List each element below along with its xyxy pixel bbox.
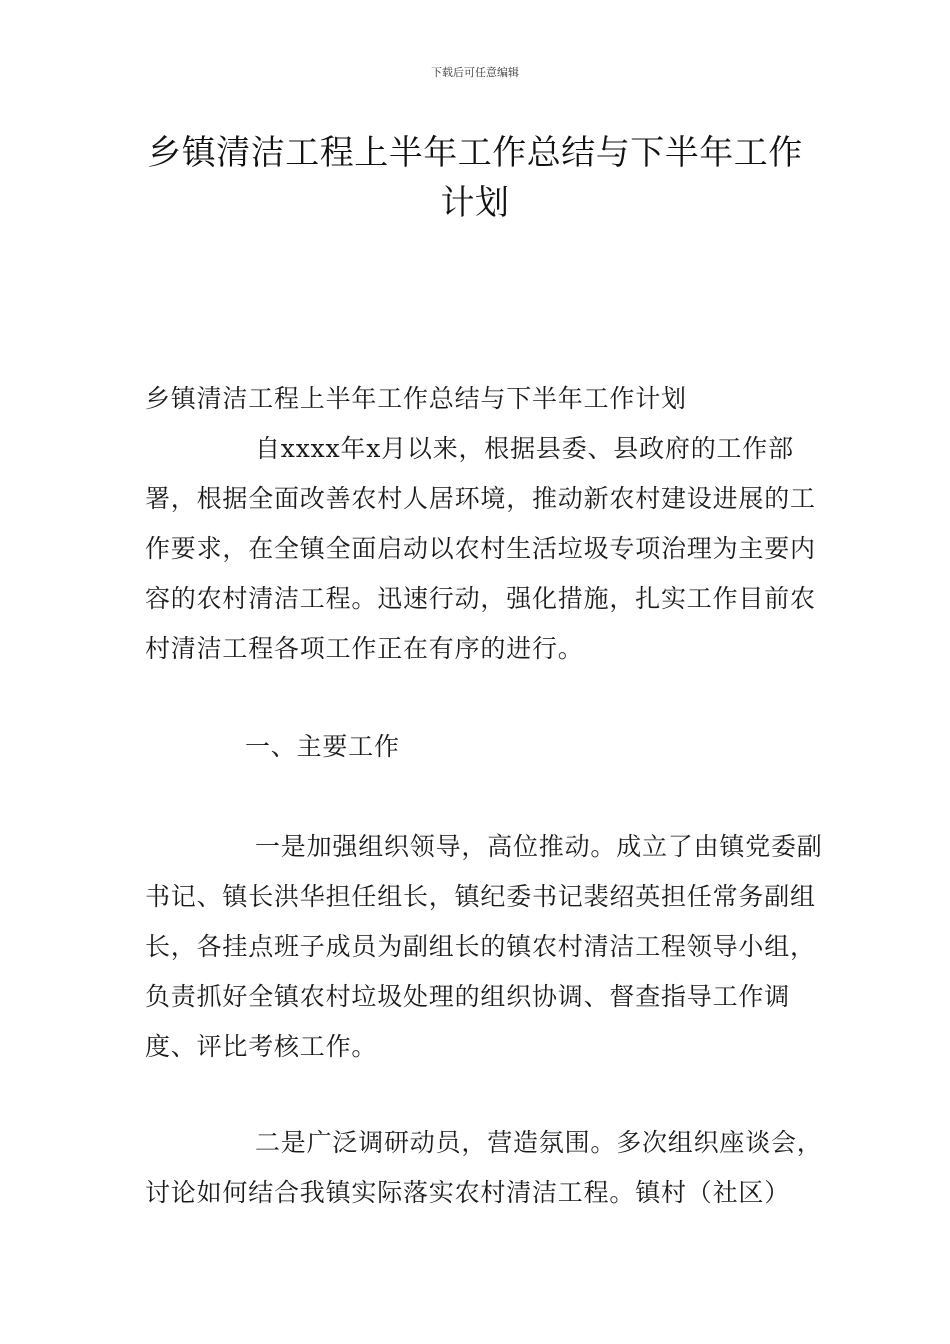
section-heading: 一、主要工作 <box>245 732 400 761</box>
intro-paragraph: 自xxxx年x月以来，根据县委、县政府的工作部署，根据全面改善农村人居环境，推动新农村建设进展的工作要求，在全镇全面启动以农村生活垃圾专项治理为主要内容的农村清洁工程。迅速行动，强化措施，扎实工作目前农村清洁工程各项工作正在有序的进行。 <box>145 434 816 663</box>
header-note: 下载后可任意编辑 <box>431 66 519 79</box>
paragraph-item-one: 一是加强组织领导，高位推动。成立了由镇党委副书记、镇长洪华担任组长，镇纪委书记裴绍英担任常务副组长，各挂点班子成员为副组长的镇农村清洁工程领导小组，负责抓好全镇农村垃圾处理的组织协调、督查指导工作调度、评比考核工作。 <box>145 832 823 1061</box>
document-title: 乡镇清洁工程上半年工作总结与下半年工作计划 <box>147 133 803 223</box>
document-subtitle: 乡镇清洁工程上半年工作总结与下半年工作计划 <box>145 384 687 413</box>
paragraph-item-two: 二是广泛调研动员，营造氛围。多次组织座谈会，讨论如何结合我镇实际落实农村清洁工程。镇村（社区） <box>145 1128 823 1207</box>
